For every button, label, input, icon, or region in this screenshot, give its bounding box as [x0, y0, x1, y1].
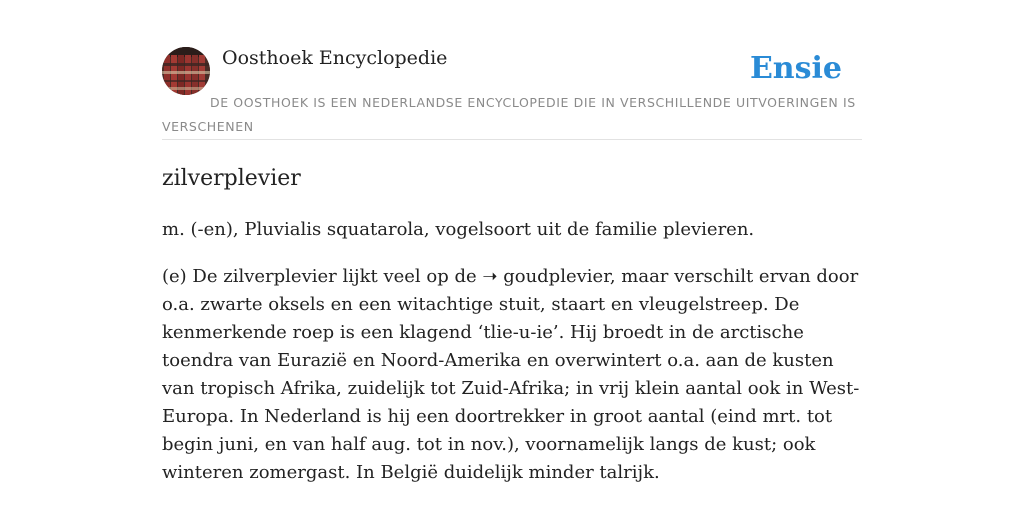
bookshelf-icon	[162, 47, 210, 95]
entry-title: zilverplevier	[162, 166, 301, 191]
avatar[interactable]	[162, 47, 210, 95]
body-text-rest: , maar verschilt ervan door o.a. zwarte oksels en een witachtige stuit, staart en vleugelstreep. De kenmerkende roep is een klagend ‘tlie-u-ie’. Hij broedt in de arctische toendra van Eurazië en Noord-Amerika en overwintert o.a. aan de kusten van tropisch Afrika, zuidelijk tot Zuid-Afrika; in vrij klein aantal ook in West-Europa. In Nederland is hij een doortrekker in groot aantal (eind mrt. tot begin juni, en van half aug. tot in nov.), voornamelijk langs de kust; ook winteren zomergast. In België duidelijk minder talrijk.	[162, 266, 860, 483]
site-tagline: DE OOSTHOEK IS EEN NEDERLANDSE ENCYCLOPEDIE DIE IN VERSCHILLENDE UITVOERINGEN IS VERSCHENEN	[162, 95, 856, 134]
body-text-start: (e) De zilverplevier lijkt veel op de	[162, 266, 483, 287]
site-title[interactable]: Oosthoek Encyclopedie	[222, 47, 448, 69]
entry-body	[162, 263, 862, 487]
cross-reference-link[interactable]: goudplevier	[503, 266, 610, 287]
page	[162, 0, 862, 512]
entry-definition: m. (-en), Pluvialis squatarola, vogelsoort uit de familie plevieren.	[162, 219, 755, 240]
header-divider	[162, 139, 862, 140]
cross-reference-arrow-icon: ➝	[482, 266, 498, 287]
brand-logo[interactable]: Ensie	[749, 51, 842, 86]
